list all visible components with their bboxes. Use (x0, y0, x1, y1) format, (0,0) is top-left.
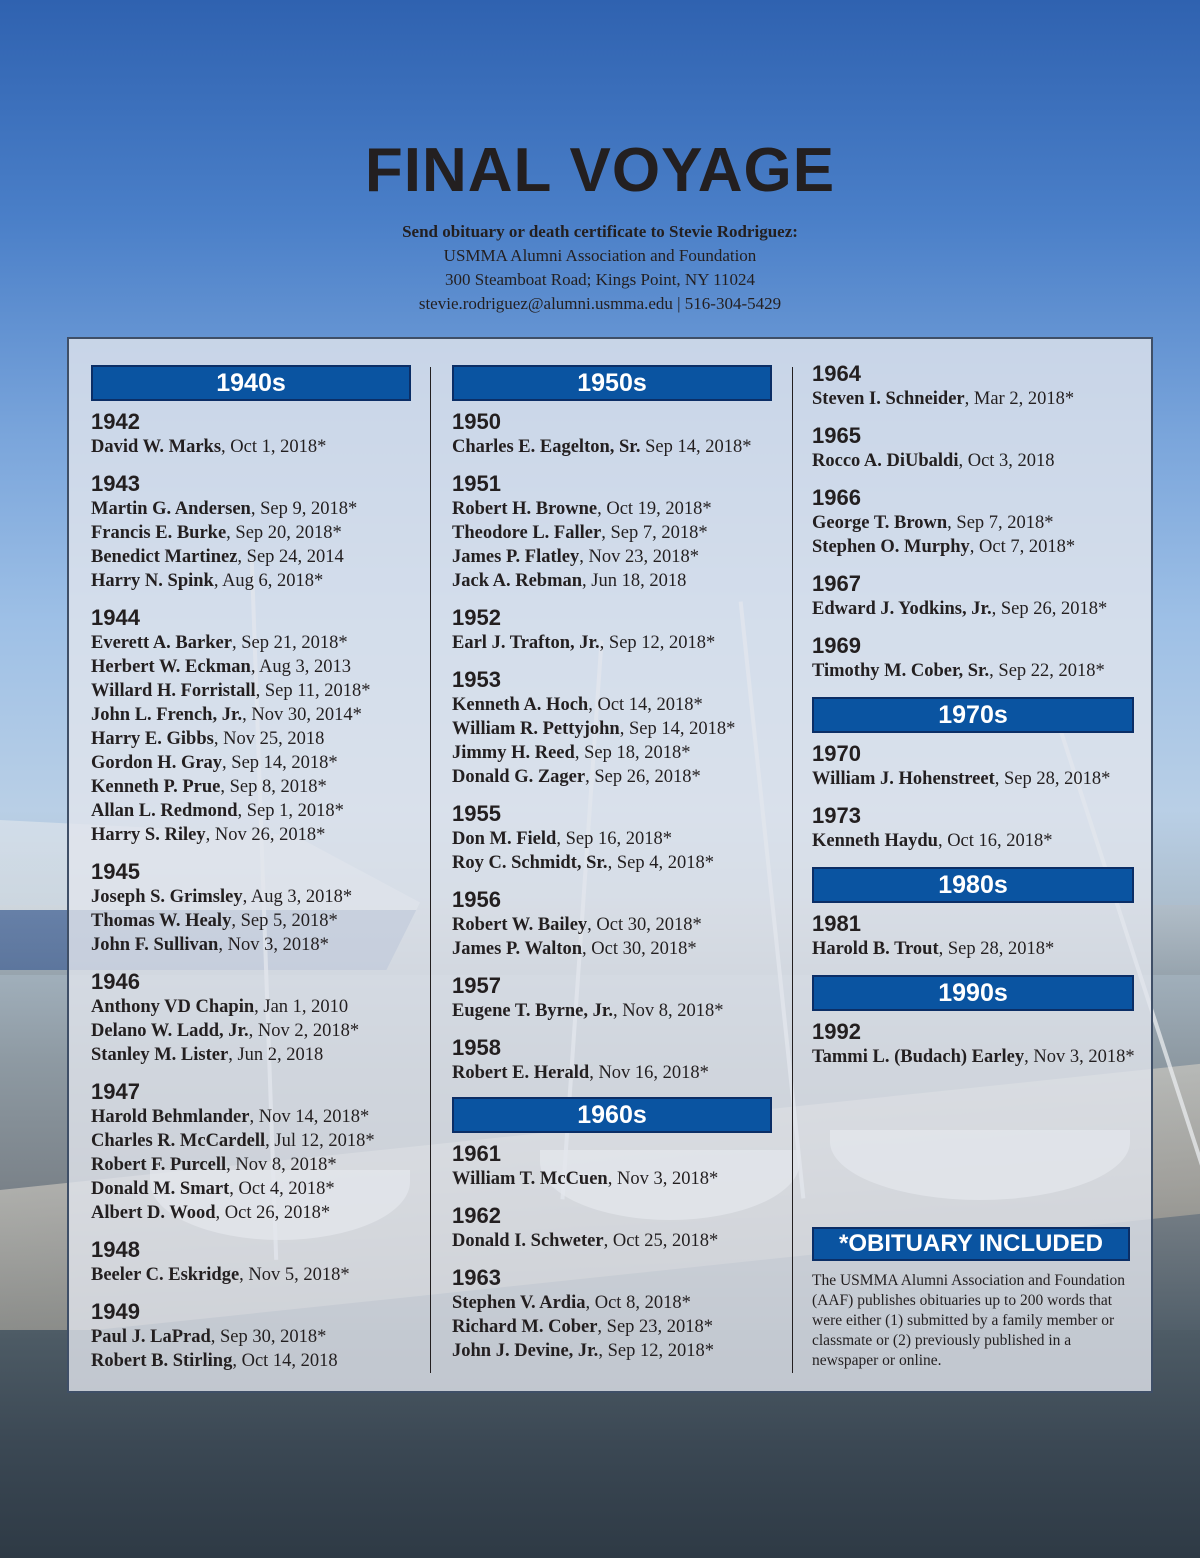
entry-name: Donald G. Zager (452, 767, 586, 787)
year-heading: 1981 (812, 911, 861, 936)
entry-name: Kenneth A. Hoch (452, 695, 589, 715)
year-heading: 1966 (812, 485, 861, 510)
entry-name: Gordon H. Gray (91, 753, 223, 773)
entry-name: Everett A. Barker (91, 633, 232, 653)
obituary-entry (452, 631, 772, 655)
entry-date: , Nov 5, 2018* (239, 1265, 350, 1285)
obituary-entry (452, 851, 772, 875)
obituary-entry (91, 1349, 411, 1373)
entry-name: Harry N. Spink (91, 571, 214, 591)
entry-date: , Nov 8, 2018* (613, 1001, 724, 1021)
entry-name: Robert B. Stirling (91, 1351, 233, 1371)
year-heading: 1946 (91, 969, 140, 994)
entry-name: Robert H. Browne (452, 499, 598, 519)
entry-date: , Sep 7, 2018* (947, 513, 1054, 533)
entry-date: , Oct 3, 2018 (958, 451, 1055, 471)
year-heading: 1965 (812, 423, 861, 448)
obituary-entry (452, 1061, 772, 1085)
entry-date: , Nov 3, 2018* (218, 935, 329, 955)
obituary-entry (452, 569, 772, 593)
year-heading: 1956 (452, 887, 501, 912)
year-heading: 1950 (452, 409, 501, 434)
obituary-entry (91, 1325, 411, 1349)
entry-name: Stanley M. Lister (91, 1045, 229, 1065)
page-title: FINAL VOYAGE (364, 136, 836, 205)
year-heading: 1949 (91, 1299, 140, 1324)
entry-date: , Sep 7, 2018* (601, 523, 708, 543)
entry-date: , Oct 26, 2018* (215, 1203, 331, 1223)
entry-date: , Aug 3, 2013 (250, 657, 352, 677)
obituary-entry (91, 1129, 411, 1153)
entry-name: David W. Marks (91, 437, 222, 457)
entry-date: , Sep 1, 2018* (237, 801, 344, 821)
entry-name: Delano W. Ladd, Jr. (91, 1021, 249, 1041)
entry-date: , Nov 3, 2018* (1024, 1047, 1135, 1067)
entry-date: , Sep 12, 2018* (598, 1341, 714, 1361)
obituary-entry (91, 631, 411, 655)
entry-date: , Sep 23, 2018* (597, 1317, 714, 1337)
entry-date: , Oct 14, 2018* (588, 695, 703, 715)
year-heading: 1958 (452, 1035, 501, 1060)
entry-name: Don M. Field (452, 829, 557, 849)
obituary-entry (91, 521, 411, 545)
obituary-entry (91, 823, 411, 847)
entry-name: Beeler C. Eskridge (91, 1265, 240, 1285)
year-heading: 1957 (452, 973, 501, 998)
entry-date: , Sep 26, 2018* (585, 767, 701, 787)
obituary-entry (91, 1177, 411, 1201)
obituary-entry (91, 1105, 411, 1129)
year-heading: 1943 (91, 471, 140, 496)
entry-date: , Sep 14, 2018* (619, 719, 736, 739)
obituary-entry (91, 497, 411, 521)
entry-name: Jimmy H. Reed (452, 743, 575, 763)
entry-name: John F. Sullivan (91, 935, 219, 955)
entry-name: John L. French, Jr. (91, 705, 243, 725)
column-divider (792, 367, 793, 1373)
year-heading: 1951 (452, 471, 501, 496)
entry-date: , Sep 22, 2018* (989, 661, 1105, 681)
entry-name: Martin G. Andersen (91, 499, 251, 519)
obituary-panel (67, 337, 1153, 1393)
entry-name: Albert D. Wood (91, 1203, 216, 1223)
entry-date: , Sep 28, 2018* (994, 769, 1111, 789)
entry-name: Kenneth P. Prue (91, 777, 221, 797)
obituary-entry (91, 545, 411, 569)
entry-date: , Jun 2, 2018 (228, 1045, 324, 1065)
obituary-entry (91, 751, 411, 775)
entry-name: Steven I. Schneider (812, 389, 965, 409)
obituary-entry (452, 521, 772, 545)
obituary-entry (452, 913, 772, 937)
entry-name: Paul J. LaPrad (91, 1327, 211, 1347)
obituary-entry (91, 909, 411, 933)
entry-name: Robert E. Herald (452, 1063, 590, 1083)
entry-date: , Jan 1, 2010 (254, 997, 349, 1017)
obituary-entry (91, 679, 411, 703)
decade-heading: 1990s (812, 975, 1134, 1011)
entry-date: , Nov 23, 2018* (579, 547, 700, 567)
obituary-entry (812, 535, 1134, 559)
obituary-entry (452, 1229, 772, 1253)
obituary-entry (91, 727, 411, 751)
obituary-entry (452, 1167, 772, 1191)
entry-date: , Jun 18, 2018 (582, 571, 687, 591)
entry-name: Harold B. Trout (812, 939, 939, 959)
year-heading: 1969 (812, 633, 861, 658)
entry-name: Donald I. Schweter (452, 1231, 604, 1251)
entry-name: Harold Behmlander (91, 1107, 250, 1127)
obituary-entry (452, 999, 772, 1023)
year-heading: 1973 (812, 803, 861, 828)
entry-date: , Sep 18, 2018* (574, 743, 691, 763)
entry-name: Allan L. Redmond (91, 801, 238, 821)
entry-name: Edward J. Yodkins, Jr. (812, 599, 992, 619)
contact-instruction: Send obituary or death certificate to Stevie Rodriguez: (402, 222, 798, 241)
entry-date: , Nov 16, 2018* (589, 1063, 709, 1083)
entry-name: Robert F. Purcell (91, 1155, 227, 1175)
entry-date: , Aug 6, 2018* (213, 571, 324, 591)
entry-name: Willard H. Forristall (91, 681, 256, 701)
year-heading: 1961 (452, 1141, 501, 1166)
obituary-entry (91, 1019, 411, 1043)
obituary-entry (452, 717, 772, 741)
entry-date: , Nov 8, 2018* (226, 1155, 337, 1175)
entry-date: , Nov 14, 2018* (249, 1107, 370, 1127)
entry-name: Joseph S. Grimsley (91, 887, 243, 907)
entry-date: , Sep 12, 2018* (599, 633, 716, 653)
obituary-entry (812, 387, 1134, 411)
entry-name: Francis E. Burke (91, 523, 227, 543)
obituary-entry (452, 1339, 772, 1363)
entry-name: James P. Walton (452, 939, 583, 959)
entry-name: William J. Hohenstreet (812, 769, 995, 789)
obituary-entry (452, 545, 772, 569)
entry-name: George T. Brown (812, 513, 948, 533)
obituary-entry (91, 995, 411, 1019)
entry-name: Herbert W. Eckman (91, 657, 251, 677)
column-divider (430, 367, 431, 1373)
entry-name: Tammi L. (Budach) Earley (812, 1047, 1025, 1067)
entry-date: , Nov 30, 2014* (242, 705, 362, 725)
year-heading: 1953 (452, 667, 501, 692)
entry-name: Benedict Martinez (91, 547, 238, 567)
entry-name: Rocco A. DiUbaldi (812, 451, 959, 471)
entry-date: , Nov 26, 2018* (205, 825, 326, 845)
obituary-entry (812, 511, 1134, 535)
obituary-entry (452, 1291, 772, 1315)
entry-date: , Sep 9, 2018* (250, 499, 358, 519)
obituary-entry (812, 937, 1134, 961)
obituary-entry (91, 1201, 411, 1225)
obituary-entry (452, 693, 772, 717)
decade-heading: 1970s (812, 697, 1134, 733)
contact-block (0, 220, 1200, 316)
obituary-entry (452, 497, 772, 521)
obituary-entry (91, 799, 411, 823)
column-3 (812, 361, 1134, 1069)
entry-name: William T. McCuen (452, 1169, 608, 1189)
entry-name: Eugene T. Byrne, Jr. (452, 1001, 614, 1021)
entry-name: Theodore L. Faller (452, 523, 602, 543)
entry-date: , Oct 8, 2018* (585, 1293, 691, 1313)
year-heading: 1967 (812, 571, 861, 596)
entry-name: Richard M. Cober (452, 1317, 598, 1337)
entry-name: Donald M. Smart (91, 1179, 230, 1199)
entry-date: , Sep 21, 2018* (231, 633, 348, 653)
obituary-entry (812, 449, 1134, 473)
obituary-entry (91, 775, 411, 799)
entry-date: Sep 14, 2018* (640, 437, 752, 457)
entry-name: James P. Flatley (452, 547, 580, 567)
obituary-entry (91, 435, 411, 459)
obituary-entry (812, 1045, 1134, 1069)
obituary-entry (91, 1043, 411, 1067)
entry-date: , Oct 19, 2018* (597, 499, 712, 519)
entry-date: , Nov 25, 2018 (213, 729, 325, 749)
entry-date: , Sep 30, 2018* (210, 1327, 327, 1347)
year-heading: 1952 (452, 605, 501, 630)
decade-heading: 1980s (812, 867, 1134, 903)
header (0, 136, 1200, 316)
obituary-entry (91, 933, 411, 957)
obituary-entry (91, 1263, 411, 1287)
year-heading: 1964 (812, 361, 861, 386)
entry-date: , Oct 16, 2018* (937, 831, 1053, 851)
legend-block (812, 1227, 1134, 1371)
column-2 (452, 365, 772, 1363)
entry-date: , Sep 14, 2018* (222, 753, 338, 773)
entry-date: , Sep 26, 2018* (991, 599, 1108, 619)
obituary-entry (812, 767, 1134, 791)
legend-text: The USMMA Alumni Association and Foundation (AAF) publishes obituaries up to 200 words that were either (1) submitted by a family member or classmate or (2) previously published in a newspaper or online. (812, 1272, 1126, 1369)
year-heading: 1992 (812, 1019, 861, 1044)
entry-date: , Sep 20, 2018* (226, 523, 342, 543)
year-heading: 1962 (452, 1203, 501, 1228)
entry-name: John J. Devine, Jr. (452, 1341, 599, 1361)
obituary-entry (452, 1315, 772, 1339)
obituary-entry (91, 885, 411, 909)
entry-date: , Sep 5, 2018* (231, 911, 338, 931)
year-heading: 1942 (91, 409, 140, 434)
entry-date: , Jul 12, 2018* (265, 1131, 375, 1151)
obituary-entry (452, 435, 772, 459)
year-heading: 1948 (91, 1237, 140, 1262)
entry-name: Charles R. McCardell (91, 1131, 266, 1151)
entry-date: , Sep 8, 2018* (220, 777, 327, 797)
entry-date: , Oct 25, 2018* (603, 1231, 719, 1251)
entry-date: , Sep 28, 2018* (938, 939, 1055, 959)
entry-name: Harry E. Gibbs (91, 729, 214, 749)
obituary-entry (812, 659, 1134, 683)
obituary-entry (91, 655, 411, 679)
entry-name: Timothy M. Cober, Sr. (812, 661, 990, 681)
year-heading: 1970 (812, 741, 861, 766)
entry-date: , Oct 4, 2018* (229, 1179, 335, 1199)
entry-date: , Mar 2, 2018* (964, 389, 1075, 409)
entry-name: Robert W. Bailey (452, 915, 588, 935)
year-heading: 1945 (91, 859, 140, 884)
obituary-entry (91, 1153, 411, 1177)
entry-name: Stephen O. Murphy (812, 537, 970, 557)
contact-address: 300 Steamboat Road; Kings Point, NY 11024 (445, 270, 755, 289)
entry-name: Charles E. Eagelton, Sr. (452, 437, 641, 457)
entry-date: , Nov 2, 2018* (248, 1021, 360, 1041)
entry-date: , Sep 24, 2014 (237, 547, 344, 567)
contact-email-phone: stevie.rodriguez@alumni.usmma.edu | 516-304-5429 (418, 294, 782, 313)
entry-name: Harry S. Riley (91, 825, 206, 845)
decade-heading: 1940s (91, 365, 411, 401)
entry-name: Thomas W. Healy (91, 911, 232, 931)
entry-name: Roy C. Schmidt, Sr. (452, 853, 608, 873)
contact-org: USMMA Alumni Association and Foundation (443, 246, 757, 265)
entry-name: Earl J. Trafton, Jr. (452, 633, 600, 653)
entry-name: William R. Pettyjohn (452, 719, 620, 739)
entry-name: Stephen V. Ardia (452, 1293, 586, 1313)
year-heading: 1955 (452, 801, 501, 826)
decade-heading: 1950s (452, 365, 772, 401)
obituary-entry (91, 703, 411, 727)
legend-heading: *OBITUARY INCLUDED (812, 1227, 1130, 1261)
entry-date: , Sep 11, 2018* (255, 681, 371, 701)
entry-date: , Oct 30, 2018* (582, 939, 697, 959)
entry-date: , Oct 7, 2018* (969, 537, 1076, 557)
obituary-entry (452, 827, 772, 851)
obituary-entry (452, 937, 772, 961)
entry-date: , Sep 4, 2018* (607, 853, 714, 873)
column-1 (91, 365, 411, 1373)
obituary-entry (452, 741, 772, 765)
entry-date: , Oct 14, 2018 (232, 1351, 338, 1371)
entry-name: Kenneth Haydu (812, 831, 938, 851)
obituary-entry (91, 569, 411, 593)
entry-date: , Aug 3, 2018* (242, 887, 353, 907)
obituary-entry (812, 829, 1134, 853)
entry-date: , Oct 1, 2018* (221, 437, 327, 457)
year-heading: 1944 (91, 605, 140, 630)
decade-heading: 1960s (452, 1097, 772, 1133)
entry-name: Jack A. Rebman (452, 571, 583, 591)
entry-date: , Sep 16, 2018* (556, 829, 672, 849)
year-heading: 1963 (452, 1265, 501, 1290)
entry-date: , Nov 3, 2018* (607, 1169, 719, 1189)
entry-name: Anthony VD Chapin (91, 997, 255, 1017)
entry-date: , Oct 30, 2018* (587, 915, 702, 935)
obituary-entry (812, 597, 1134, 621)
year-heading: 1947 (91, 1079, 140, 1104)
obituary-entry (452, 765, 772, 789)
